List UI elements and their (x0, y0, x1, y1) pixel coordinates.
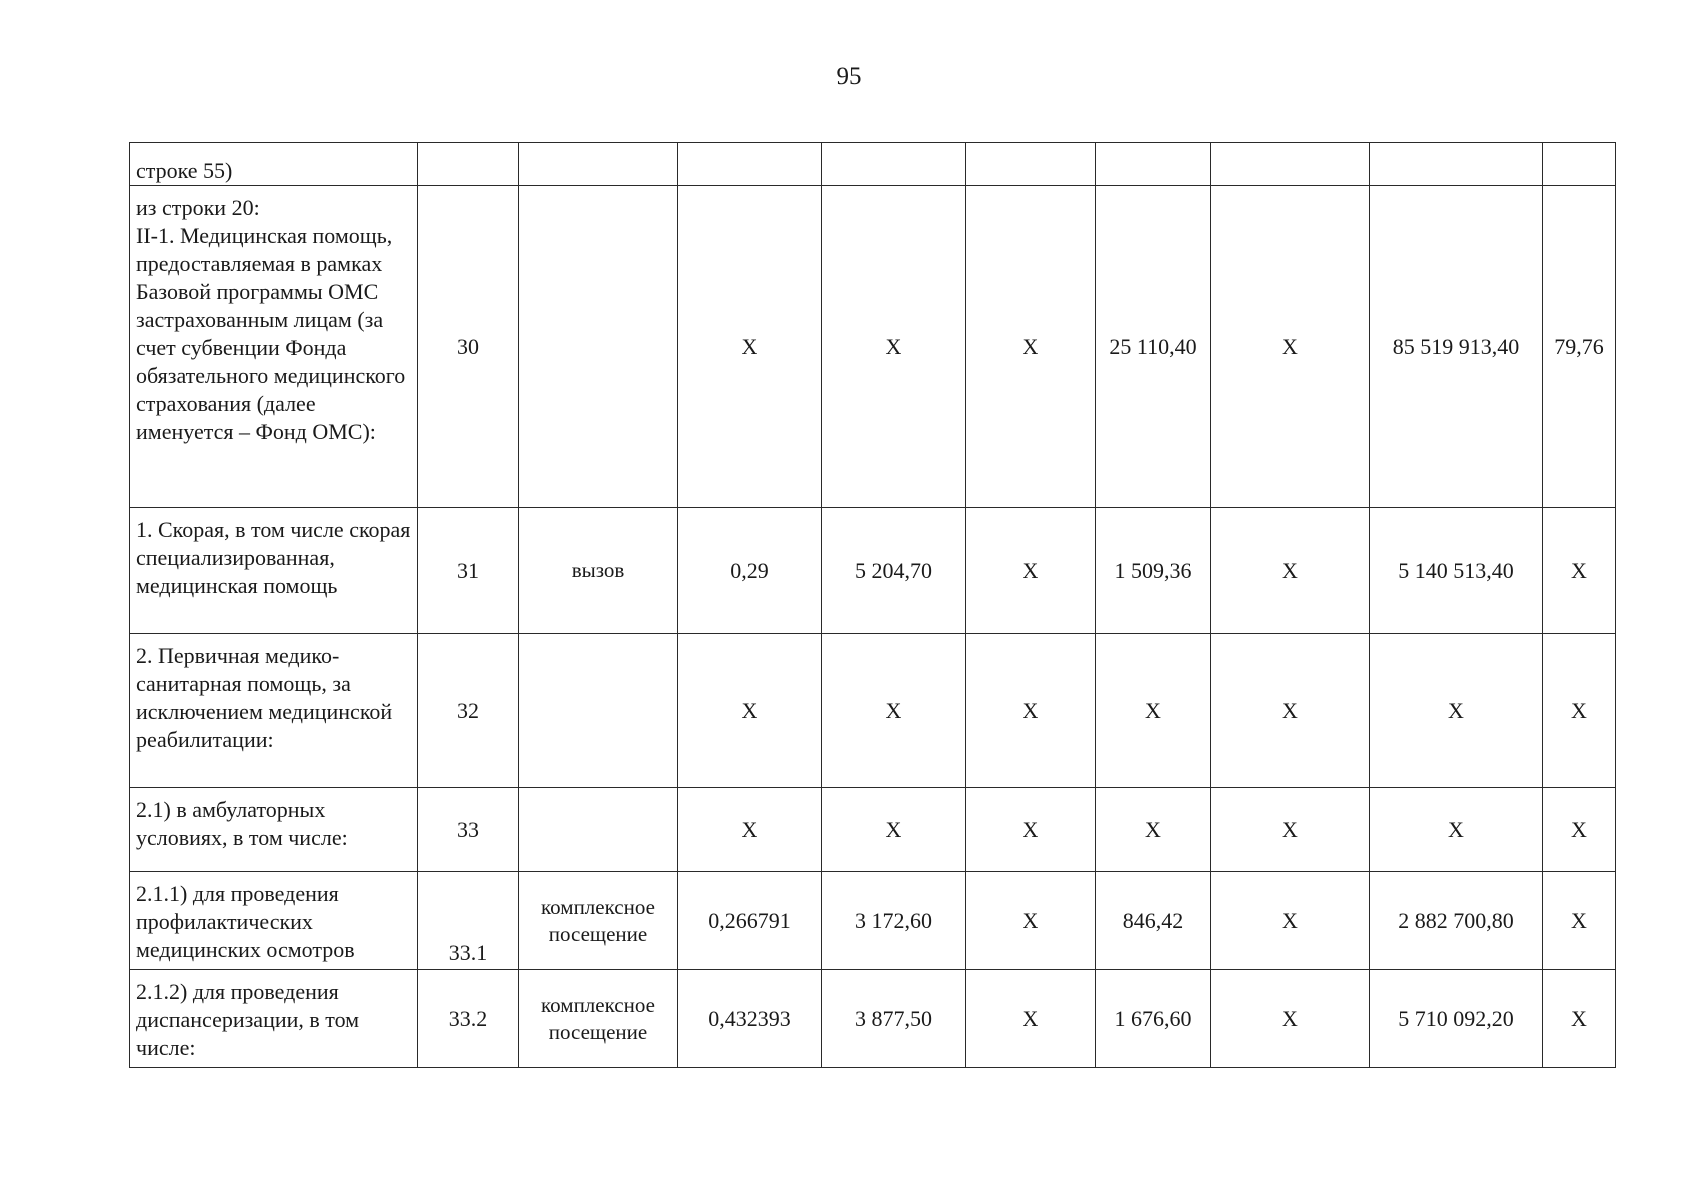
value-cell: 5 204,70 (822, 508, 966, 634)
row-number-cell: 30 (418, 186, 519, 508)
value-cell: X (822, 788, 966, 872)
value-cell: X (1370, 788, 1543, 872)
value-cell: 846,42 (1096, 872, 1211, 970)
value-cell: X (822, 186, 966, 508)
value-cell: X (1211, 872, 1370, 970)
row-number-cell: 33.1 (418, 872, 519, 970)
unit-cell: комплексное посещение (519, 872, 678, 970)
value-cell: X (1211, 788, 1370, 872)
table-row (130, 634, 1616, 788)
value-cell (1211, 143, 1370, 186)
value-cell: X (1370, 634, 1543, 788)
value-cell: 0,432393 (678, 970, 822, 1068)
value-cell: X (1211, 186, 1370, 508)
value-cell: X (1211, 634, 1370, 788)
value-cell: 25 110,40 (1096, 186, 1211, 508)
value-cell: X (966, 788, 1096, 872)
value-cell: X (1543, 970, 1616, 1068)
value-cell (822, 143, 966, 186)
row-number-cell: 33.2 (418, 970, 519, 1068)
unit-cell (519, 143, 678, 186)
row-number-cell (418, 143, 519, 186)
value-cell: 2 882 700,80 (1370, 872, 1543, 970)
value-cell: 79,76 (1543, 186, 1616, 508)
row-name-cell: 2. Первичная медико-санитарная помощь, за исключением медицинской реабилитации: (130, 634, 418, 788)
value-cell: X (822, 634, 966, 788)
value-cell (966, 143, 1096, 186)
unit-cell: вызов (519, 508, 678, 634)
value-cell: 3 172,60 (822, 872, 966, 970)
row-name-cell: 1. Скорая, в том числе скорая специализированная, медицинская помощь (130, 508, 418, 634)
value-cell: X (966, 634, 1096, 788)
value-cell: X (1211, 970, 1370, 1068)
table-row (130, 508, 1616, 634)
unit-cell (519, 788, 678, 872)
value-cell (1370, 143, 1543, 186)
value-cell: 1 509,36 (1096, 508, 1211, 634)
value-cell: 1 676,60 (1096, 970, 1211, 1068)
unit-cell (519, 634, 678, 788)
row-number-cell: 31 (418, 508, 519, 634)
row-number-cell: 32 (418, 634, 519, 788)
value-cell: X (1543, 788, 1616, 872)
table-row (130, 788, 1616, 872)
row-name-cell: 2.1.1) для проведения профилактических медицинских осмотров (130, 872, 418, 970)
value-cell: X (966, 872, 1096, 970)
value-cell: 3 877,50 (822, 970, 966, 1068)
row-name-cell: 2.1) в амбулаторных условиях, в том числе: (130, 788, 418, 872)
value-cell: 0,29 (678, 508, 822, 634)
value-cell: 5 140 513,40 (1370, 508, 1543, 634)
row-name-cell: из строки 20: II-1. Медицинская помощь, предоставляемая в рамках Базовой программы ОМС застрахованным лицам (за счет субвенции Фонда обязательного медицинского страхования (далее именуется – Фонд ОМС): (130, 186, 418, 508)
value-cell: X (678, 634, 822, 788)
value-cell: X (966, 186, 1096, 508)
row-number-cell: 33 (418, 788, 519, 872)
value-cell: X (966, 970, 1096, 1068)
value-cell: X (1543, 508, 1616, 634)
table-row (130, 872, 1616, 970)
value-cell: X (1096, 634, 1211, 788)
data-table (129, 142, 1616, 1068)
row-name-cell: строке 55) (130, 143, 418, 186)
table-row (130, 143, 1616, 186)
value-cell (1096, 143, 1211, 186)
value-cell: 0,266791 (678, 872, 822, 970)
table-row (130, 186, 1616, 508)
value-cell: X (966, 508, 1096, 634)
value-cell: X (1096, 788, 1211, 872)
row-name-cell: 2.1.2) для проведения диспансеризации, в том числе: (130, 970, 418, 1068)
value-cell: X (678, 186, 822, 508)
value-cell: X (1543, 872, 1616, 970)
page-number: 95 (836, 63, 862, 90)
value-cell (678, 143, 822, 186)
value-cell (1543, 143, 1616, 186)
unit-cell: комплексное посещение (519, 970, 678, 1068)
value-cell: 85 519 913,40 (1370, 186, 1543, 508)
value-cell: X (1211, 508, 1370, 634)
table-row (130, 970, 1616, 1068)
value-cell: 5 710 092,20 (1370, 970, 1543, 1068)
unit-cell (519, 186, 678, 508)
value-cell: X (1543, 634, 1616, 788)
value-cell: X (678, 788, 822, 872)
